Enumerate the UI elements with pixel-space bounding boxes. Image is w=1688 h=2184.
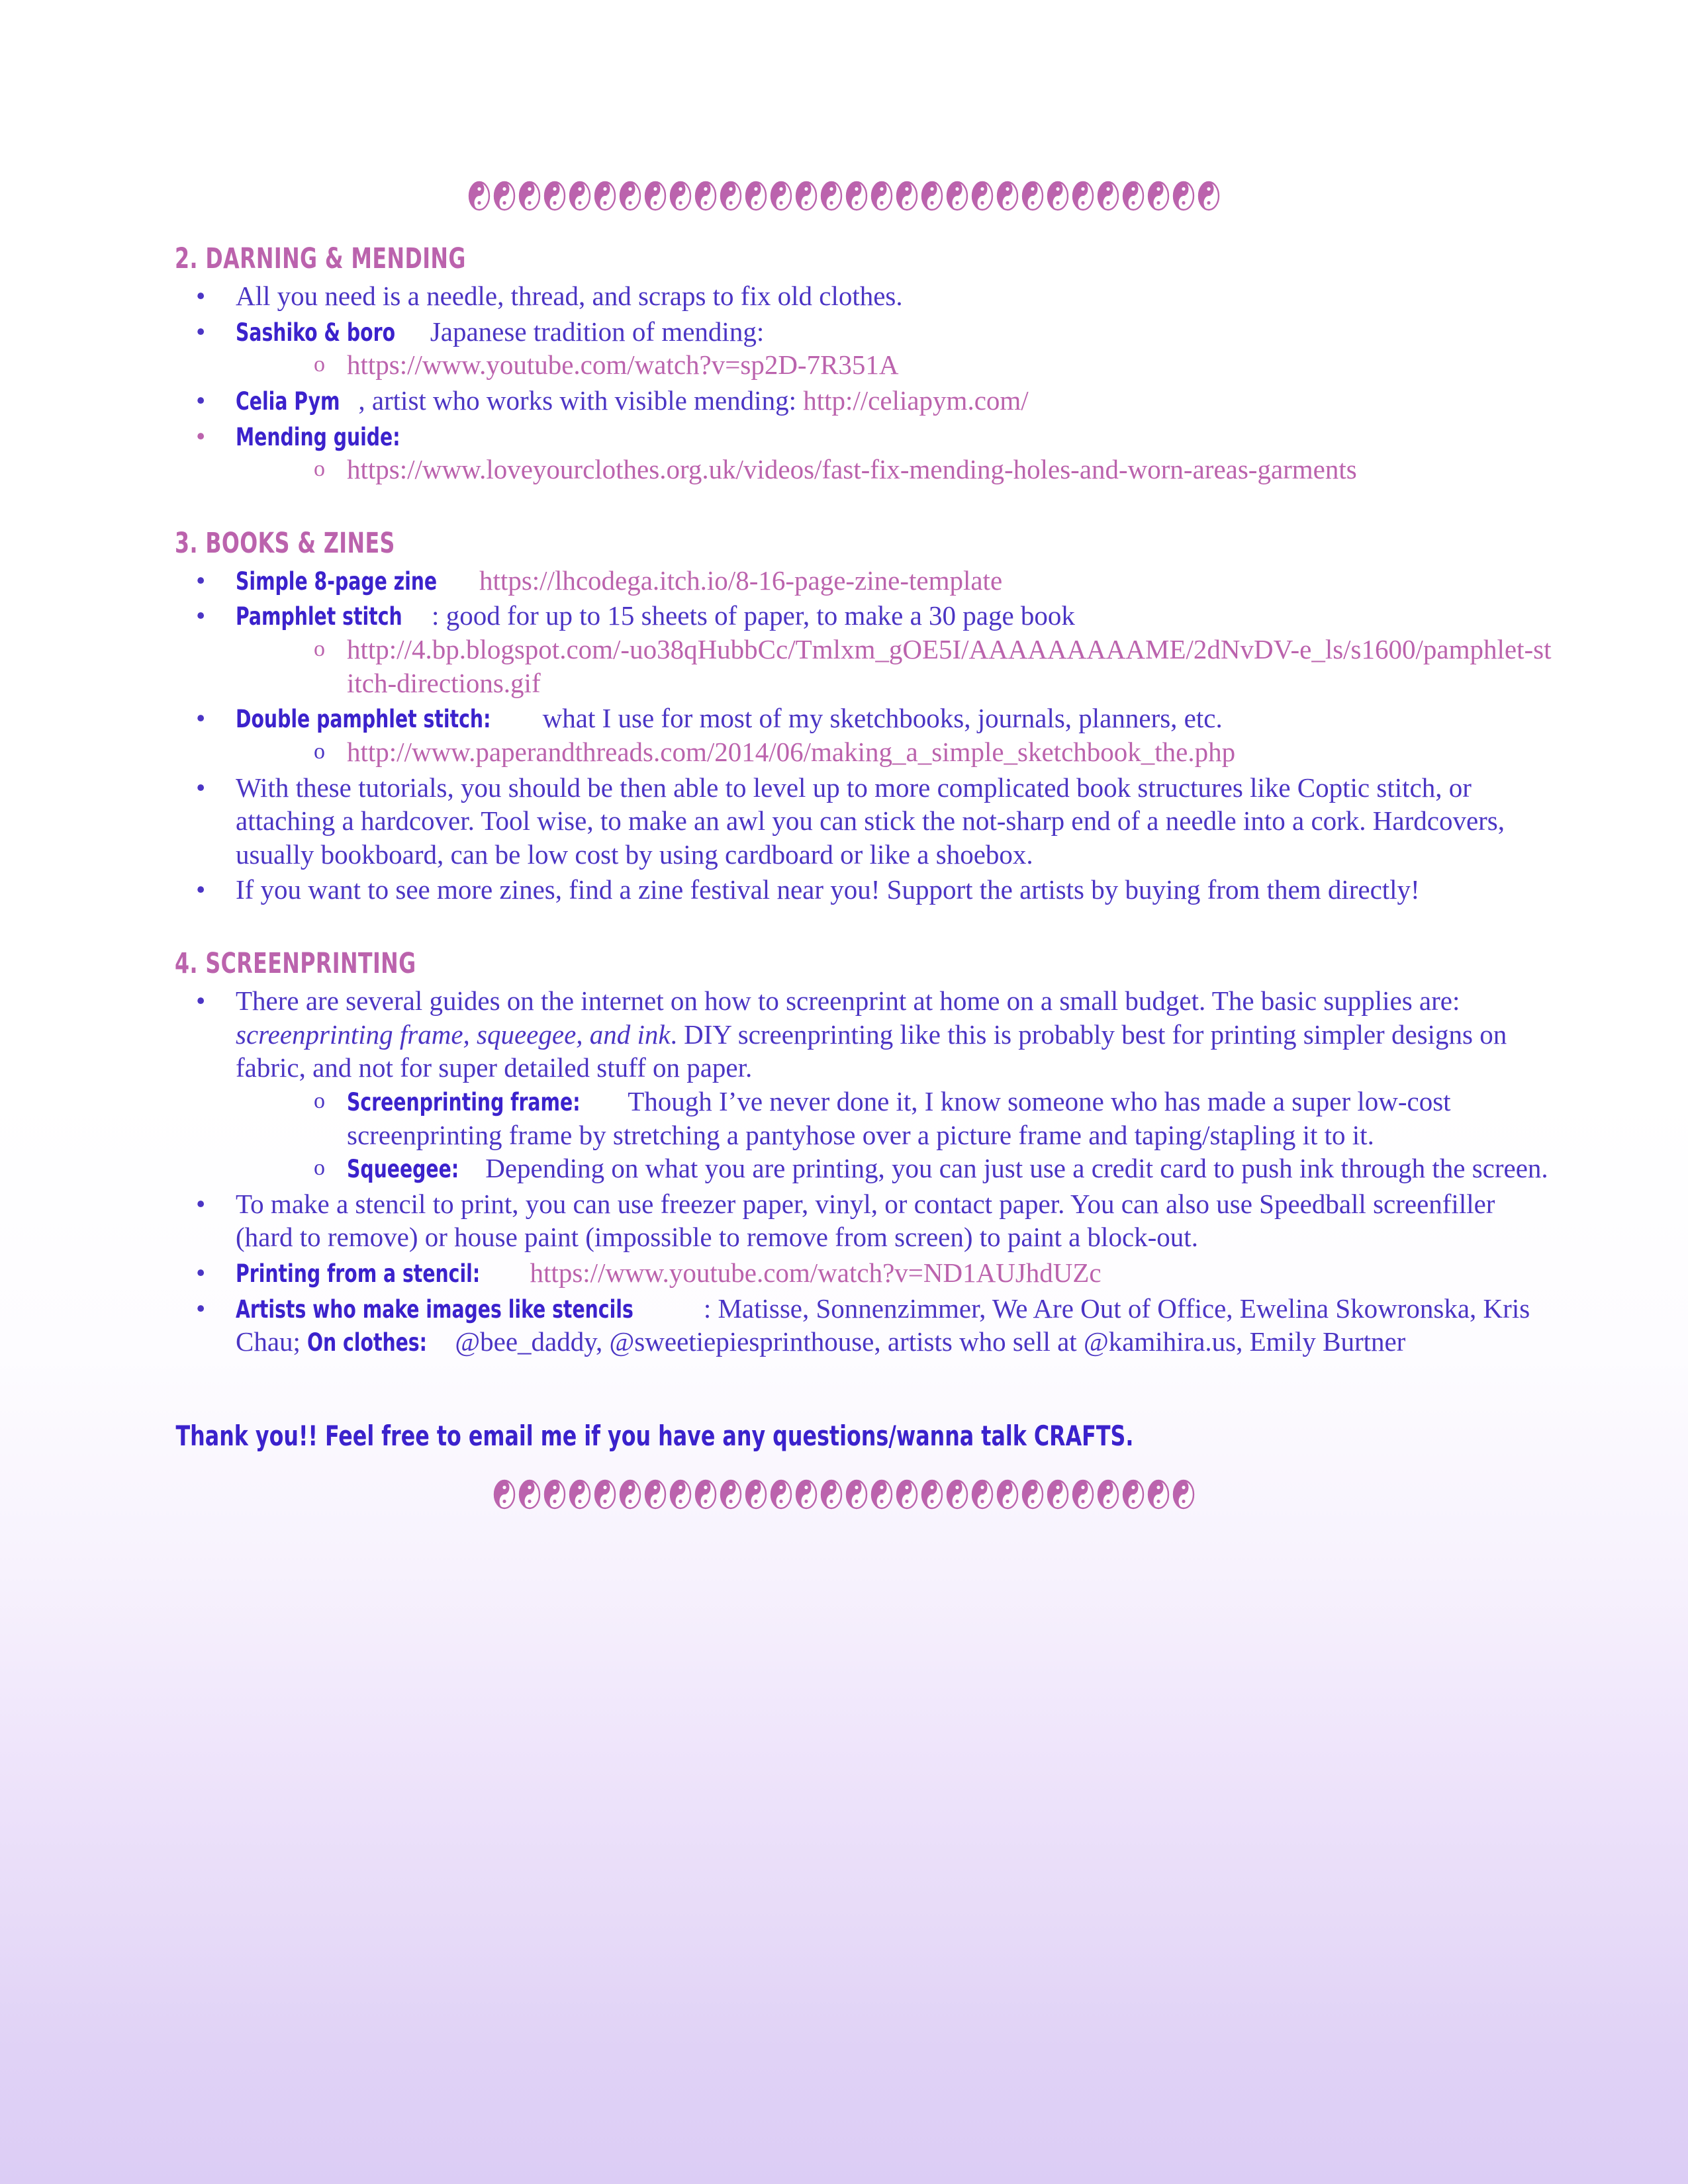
section-list-darning-mending xyxy=(132,279,1556,486)
bullet-icon: • xyxy=(196,1293,206,1324)
sub-item-text: Depending on what you are printing, you can just use a credit card to push ink through the screen. xyxy=(478,1153,1548,1184)
yin-yang-symbol xyxy=(543,180,567,212)
item-text xyxy=(523,1257,530,1288)
sub-list-item xyxy=(314,1085,1556,1152)
yin-yang-symbol xyxy=(769,180,793,212)
yin-yang-symbol xyxy=(744,180,768,212)
yin-yang-symbol xyxy=(518,1479,541,1510)
item-lead: Sashiko & boro xyxy=(236,318,396,347)
bullet-icon: • xyxy=(196,281,206,311)
yin-yang-symbol xyxy=(820,1479,843,1510)
sub-item-lead: Screenprinting frame: xyxy=(347,1087,581,1116)
yin-yang-symbol xyxy=(1197,180,1221,212)
yin-yang-symbol xyxy=(618,180,642,212)
yin-yang-symbol xyxy=(1046,180,1070,212)
yin-yang-symbol xyxy=(996,180,1019,212)
yin-yang-symbol xyxy=(593,1479,617,1510)
yin-yang-symbol xyxy=(669,1479,692,1510)
link-url[interactable]: https://www.youtube.com/watch?v=ND1AUJhdUZc xyxy=(530,1257,1102,1288)
yin-yang-symbol xyxy=(820,180,843,212)
link-url[interactable]: http://4.bp.blogspot.com/-uo38qHubbCc/Tmlxm_gOE5I/AAAAAAAAAME/2dNvDV-e_ls/s1600/pamphlet-stitch-directions.gif xyxy=(347,634,1552,698)
decorative-divider-top xyxy=(132,0,1556,212)
bullet-icon: • xyxy=(196,420,206,451)
list-item xyxy=(184,384,1556,418)
emphasis-text: screenprinting frame, squeegee, and ink xyxy=(236,1019,671,1050)
yin-yang-symbol xyxy=(1096,1479,1120,1510)
decorative-divider-bottom xyxy=(132,1452,1556,1510)
yin-yang-symbol xyxy=(870,1479,894,1510)
item-text xyxy=(473,565,479,596)
sub-list-item xyxy=(314,453,1556,486)
item-lead: Pamphlet stitch xyxy=(236,602,402,631)
list-item xyxy=(184,702,1556,768)
sub-list xyxy=(236,1085,1556,1185)
yin-yang-symbol xyxy=(694,180,718,212)
link-url[interactable]: https://www.loveyourclothes.org.uk/videos/fast-fix-mending-holes-and-worn-areas-garments xyxy=(347,454,1357,485)
list-item xyxy=(184,1256,1556,1290)
yin-yang-symbol xyxy=(568,180,592,212)
list-item xyxy=(184,771,1556,872)
yin-yang-symbol xyxy=(794,180,818,212)
yin-yang-symbol xyxy=(618,1479,642,1510)
yin-yang-symbol xyxy=(1071,1479,1095,1510)
item-lead: Printing from a stencil: xyxy=(236,1259,481,1288)
yin-yang-symbol xyxy=(593,180,617,212)
item-lead: Double pamphlet stitch: xyxy=(236,705,491,734)
item-text-parts xyxy=(236,985,1507,1083)
item-lead: Mending guide: xyxy=(236,422,400,451)
bullet-icon: • xyxy=(196,772,206,803)
list-item xyxy=(184,1187,1556,1254)
yin-yang-symbol xyxy=(669,180,692,212)
link-url[interactable]: https://lhcodega.itch.io/8-16-page-zine-template xyxy=(479,565,1003,596)
sub-list-item xyxy=(314,735,1556,769)
yin-yang-symbol xyxy=(1121,1479,1145,1510)
sub-list-item xyxy=(314,1152,1556,1185)
item-text: All you need is a needle, thread, and scraps to fix old clothes. xyxy=(236,281,903,311)
yin-yang-symbol xyxy=(845,1479,868,1510)
yin-yang-symbol xyxy=(1121,180,1145,212)
yin-yang-symbol xyxy=(719,1479,743,1510)
section-heading-books-zines: 3. BOOKS & ZINES xyxy=(174,526,395,560)
list-item xyxy=(184,315,1556,382)
sub-item-lead: Squeegee: xyxy=(347,1155,459,1184)
section-heading-screenprinting: 4. SCREENPRINTING xyxy=(174,947,416,980)
bullet-icon: • xyxy=(196,874,206,905)
yin-yang-symbol xyxy=(1147,1479,1170,1510)
yin-yang-symbol xyxy=(920,180,944,212)
item-text: what I use for most of my sketchbooks, journals, planners, etc. xyxy=(536,703,1223,734)
sub-list-item xyxy=(314,633,1556,700)
item-text: To make a stencil to print, you can use freezer paper, vinyl, or contact paper. You can also use Speedball screenfiller (hard to remove) or house paint (impossible to remove from screen) to paint a block-out. xyxy=(236,1188,1495,1253)
item-lead: Artists who make images like stencils xyxy=(236,1295,633,1324)
sub-bullet-icon: o xyxy=(314,1088,325,1113)
yin-yang-symbol xyxy=(845,180,868,212)
sub-bullet-icon: o xyxy=(314,457,325,482)
yin-yang-symbol xyxy=(870,180,894,212)
closing-message: Thank you!! Feel free to email me if you have any questions/wanna talk CRAFTS. xyxy=(175,1419,1134,1452)
yin-yang-symbol xyxy=(518,180,541,212)
yin-yang-symbol xyxy=(719,180,743,212)
yin-yang-symbol xyxy=(920,1479,944,1510)
item-lead: Simple 8-page zine xyxy=(236,567,438,596)
item-lead: Celia Pym xyxy=(236,387,340,416)
yin-yang-symbol xyxy=(1172,180,1196,212)
item-text: , artist who works with visible mending: xyxy=(358,385,804,416)
yin-yang-symbol xyxy=(1021,180,1045,212)
bullet-icon: • xyxy=(196,565,206,596)
bullet-icon: • xyxy=(196,703,206,734)
yin-yang-symbol xyxy=(492,1479,516,1510)
list-item xyxy=(184,564,1556,598)
yin-yang-symbol xyxy=(543,1479,567,1510)
sub-list xyxy=(236,633,1556,700)
section-list-screenprinting xyxy=(132,984,1556,1359)
sub-list xyxy=(236,735,1556,769)
yin-yang-symbol xyxy=(895,180,919,212)
sub-bullet-icon: o xyxy=(314,637,325,661)
yin-yang-symbol xyxy=(568,1479,592,1510)
yin-yang-symbol xyxy=(1046,1479,1070,1510)
link-url[interactable]: https://www.youtube.com/watch?v=sp2D-7R351A xyxy=(347,349,899,381)
bullet-icon: • xyxy=(196,1257,206,1288)
yin-yang-symbol xyxy=(895,1479,919,1510)
yin-yang-symbol xyxy=(643,1479,667,1510)
list-item xyxy=(184,420,1556,486)
list-item xyxy=(184,279,1556,313)
yin-yang-symbol xyxy=(1071,180,1095,212)
link-url[interactable]: http://www.paperandthreads.com/2014/06/making_a_simple_sketchbook_the.php xyxy=(347,736,1236,767)
yin-yang-symbol xyxy=(945,1479,969,1510)
item-text: . DIY screenprinting like this is probably best for printing simpler designs on fabric, and not for super detailed stuff on paper. xyxy=(236,1019,1507,1083)
section-heading-darning-mending: 2. DARNING & MENDING xyxy=(174,242,466,275)
item-text: There are several guides on the internet on how to screenprint at home on a small budget. The basic supplies are: xyxy=(236,985,1460,1016)
sub-bullet-icon: o xyxy=(314,739,325,764)
yin-yang-symbol xyxy=(1096,180,1120,212)
item-text: : Matisse, Sonnenzimmer, We Are Out of Office, Ewelina Skowronska, Kris Chau; xyxy=(236,1293,1530,1357)
sub-list xyxy=(236,348,1556,382)
sub-bullet-icon: o xyxy=(314,1156,325,1181)
sub-list xyxy=(236,453,1556,486)
bullet-icon: • xyxy=(196,600,206,631)
bullet-icon: • xyxy=(196,1188,206,1219)
bullet-icon: • xyxy=(196,316,206,347)
sub-bullet-icon: o xyxy=(314,352,325,377)
yin-yang-symbol xyxy=(643,180,667,212)
item-text: If you want to see more zines, find a zine festival near you! Support the artists by buying from them directly! xyxy=(236,874,1420,905)
list-item xyxy=(184,984,1556,1185)
yin-yang-symbol xyxy=(467,180,491,212)
yin-yang-symbol xyxy=(970,1479,994,1510)
item-text: : good for up to 15 sheets of paper, to make a 30 page book xyxy=(432,600,1075,631)
yin-yang-symbol xyxy=(996,1479,1019,1510)
yin-yang-symbol xyxy=(1172,1479,1196,1510)
item-text: Japanese tradition of mending: xyxy=(423,316,765,347)
sub-item-text: Though I’ve never done it, I know someone who has made a super low-cost screenprinting frame by stretching a pantyhose over a picture frame and taping/stapling it to it. xyxy=(347,1085,1451,1150)
list-item xyxy=(184,873,1556,907)
yin-yang-symbol xyxy=(794,1479,818,1510)
yin-yang-symbol xyxy=(970,180,994,212)
item-text: @bee_daddy, @sweetiepiesprinthouse, artists who sell at @kamihira.us, Emily Burtner xyxy=(448,1326,1406,1357)
yin-yang-symbol xyxy=(769,1479,793,1510)
bullet-icon: • xyxy=(196,985,206,1016)
link-url[interactable]: http://celiapym.com/ xyxy=(803,385,1029,416)
list-item xyxy=(184,1292,1556,1359)
yin-yang-symbol xyxy=(1147,180,1170,212)
sub-list-item xyxy=(314,348,1556,382)
yin-yang-symbol xyxy=(945,180,969,212)
item-lead: On clothes: xyxy=(307,1328,428,1357)
yin-yang-symbol xyxy=(1021,1479,1045,1510)
yin-yang-symbol xyxy=(694,1479,718,1510)
bullet-icon: • xyxy=(196,385,206,416)
yin-yang-symbol xyxy=(492,180,516,212)
item-text: With these tutorials, you should be then able to level up to more complicated book structures like Coptic stitch, or attaching a hardcover. Tool wise, to make an awl you can stick the not-sharp end of a needle into a cork. Hardcovers, usually bookboard, can be low cost by using cardboard or like a shoebox. xyxy=(236,772,1505,870)
section-list-books-zines xyxy=(132,564,1556,907)
yin-yang-symbol xyxy=(744,1479,768,1510)
list-item xyxy=(184,599,1556,700)
